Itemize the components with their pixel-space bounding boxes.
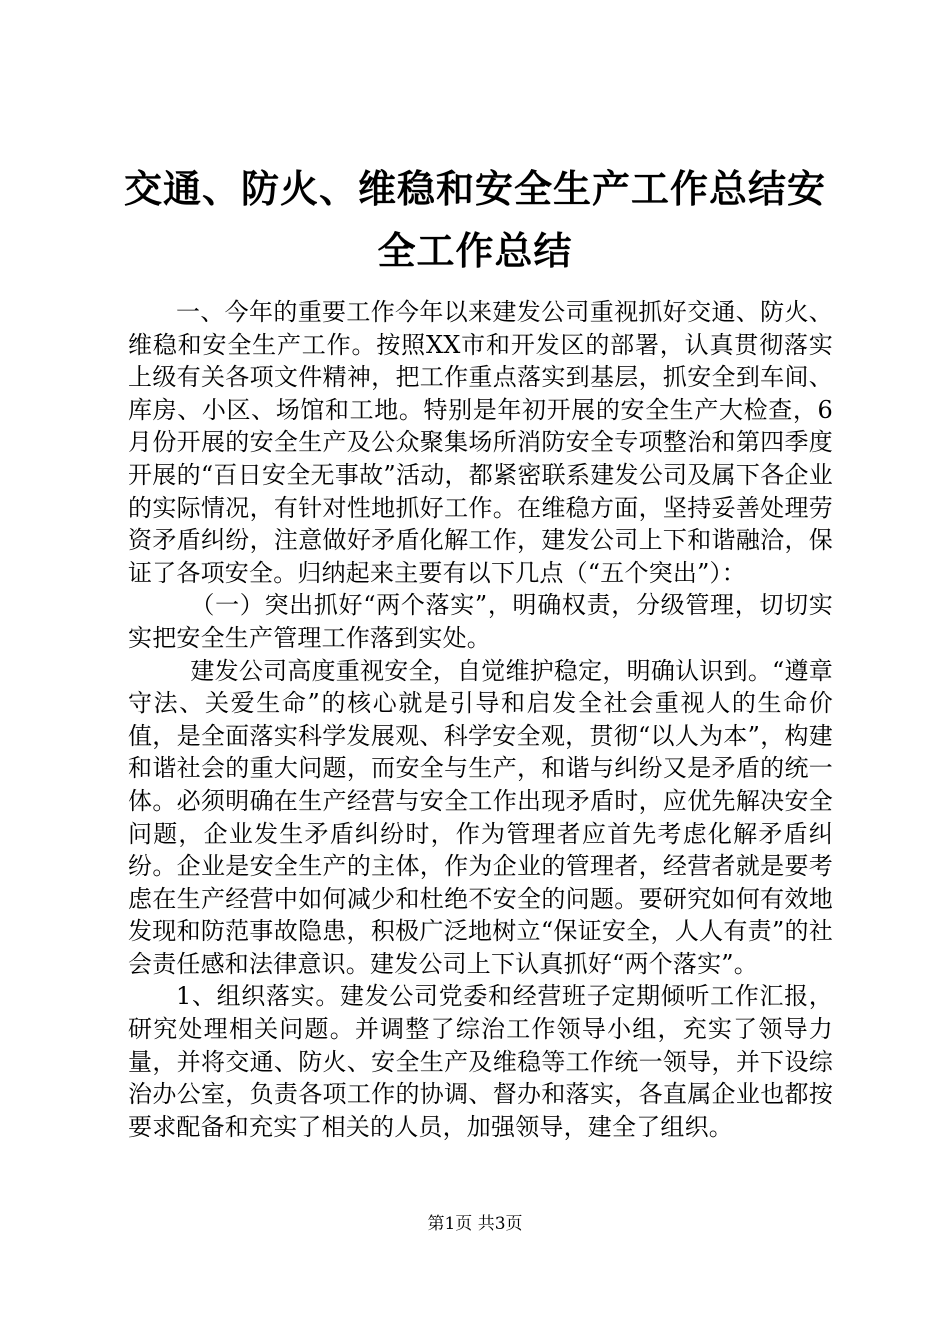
paragraph-organization: 1、组织落实。建发公司党委和经营班子定期倾听工作汇报，研究处理相关问题。并调整了综治工作领导小组，充实了领导力量，并将交通、防火、安全生产及维稳等工作统一领导，并下设综治办公室，负责各项工作的协调、督办和落实，各直属企业也都按要求配备和充实了相关的人员，加强领导，建全了组织。 bbox=[128, 982, 833, 1141]
paragraph-intro: 一、今年的重要工作今年以来建发公司重视抓好交通、防火、维稳和安全生产工作。按照XX市和开发区的部署，认真贯彻落实上级有关各项文件精神，把工作重点落实到基层，抓安全到车间、库房、小区、场馆和工地。特别是年初开展的安全生产大检查，6月份开展的安全生产及公众聚集场所消防安全专项整治和第四季度开展的“百日安全无事故”活动，都紧密联系建发公司及属下各企业的实际情况，有针对性地抓好工作。在维稳方面，坚持妥善处理劳资矛盾纠纷，注意做好矛盾化解工作，建发公司上下和谐融洽，保证了各项安全。归纳起来主要有以下几点（“五个突出”）： bbox=[128, 298, 833, 587]
paragraph-safety-awareness: 建发公司高度重视安全，自觉维护稳定，明确认识到。“遵章守法、关爱生命”的核心就是引导和启发全社会重视人的生命价值，是全面落实科学发展观、科学安全观，贯彻“以人为本”，构建和谐社会的重大问题，而安全与生产，和谐与纠纷又是矛盾的统一体。必须明确在生产经营与安全工作出现矛盾时，应优先解决安全问题，企业发生矛盾纠纷时，作为管理者应首先考虑化解矛盾纠纷。企业是安全生产的主体，作为企业的管理者，经营者就是要考虑在生产经营中如何减少和杜绝不安全的问题。要研究如何有效地发现和防范事故隐患，积极广泛地树立“保证安全，人人有责”的社会责任感和法律意识。建发公司上下认真抓好“两个落实”。 bbox=[128, 656, 833, 978]
document-body bbox=[128, 296, 833, 1143]
paragraph-section-heading: （一）突出抓好“两个落实”，明确权责，分级管理，切切实实把安全生产管理工作落到实处。 bbox=[128, 591, 833, 652]
document-title: 交通、防火、维稳和安全生产工作总结安全工作总结 bbox=[123, 166, 826, 273]
page-number-footer: 第1页 共3页 bbox=[427, 1214, 523, 1234]
